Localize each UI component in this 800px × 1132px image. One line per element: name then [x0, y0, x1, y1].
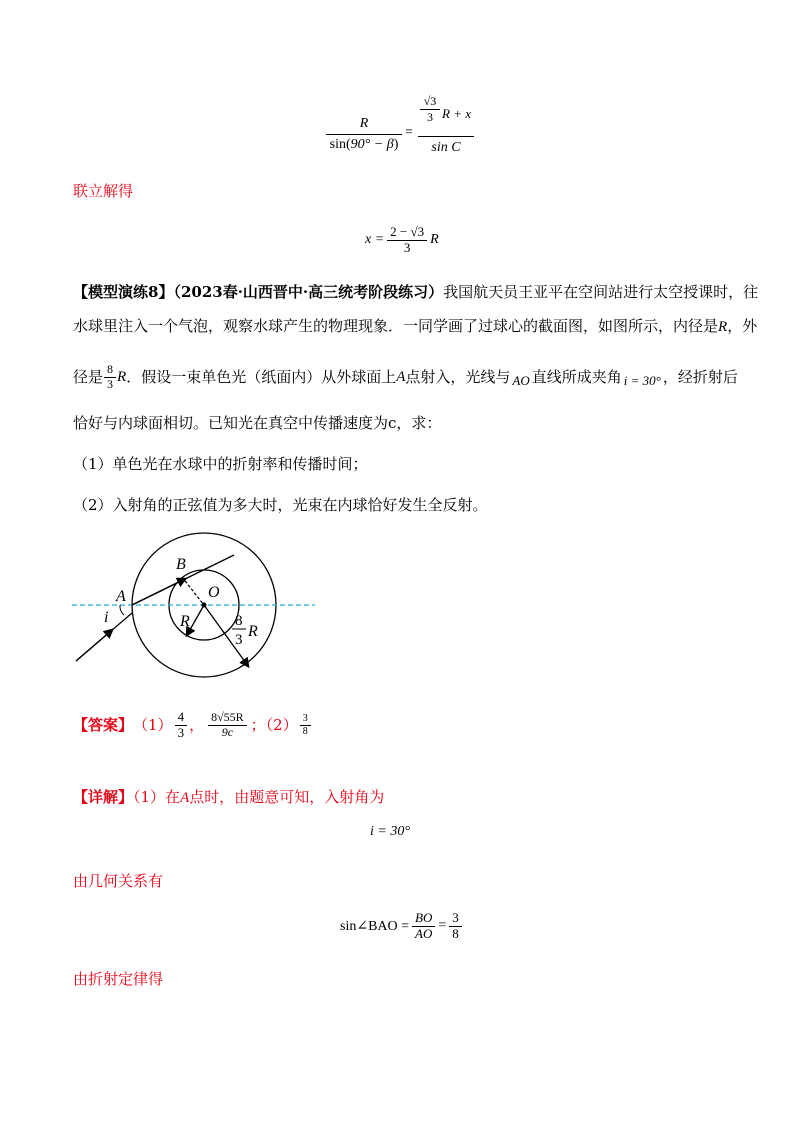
eq1-r-plus-x: R + x [442, 106, 471, 121]
eq1-rhs-fraction [418, 94, 474, 156]
eq1-equals: = [405, 125, 413, 140]
geometry-label: 由几何关系有 [73, 872, 164, 890]
problem-line-3: 径是 $\frac{8}{3}$ R ．假设一束单色光（纸面内）从外球面上 A 点射入，光线与 AO 直线所成夹角 i = 30° ，经折射后 [73, 361, 738, 391]
equation-sin-bao: sin∠BAO = $\frac{BO}{AO}$ = $\frac{3}{8}$ [340, 905, 462, 947]
label-i: i [104, 609, 109, 626]
equation-snell-geometry [326, 92, 476, 162]
eq1-three: 3 [427, 110, 433, 124]
label-3: 3 [235, 632, 243, 648]
label-outer-r: R [248, 623, 258, 640]
question-2: （2）入射角的正弦值为多大时，光束在内球恰好发生全反射。 [73, 496, 488, 514]
label-b: B [176, 556, 186, 573]
problem-line-2: 水球里注入一个气泡，观察水球产生的物理现象．一同学画了过球心的截面图，如图所示，内径是R，外 [73, 317, 758, 335]
equation-incident-angle: i = 30° [370, 824, 410, 839]
bo-dashed-radius [182, 577, 204, 605]
label-a: A [116, 588, 126, 605]
problem-line-1: 【模型演练8】（2023春·山西晋中·高三统考阶段练习）我国航天员王亚平在空间站进行太空授课时，往 [73, 283, 759, 301]
label-inner-r: R [180, 613, 190, 630]
label-o: O [208, 584, 220, 601]
eq1-rhs-num [418, 94, 474, 137]
water-sphere-diagram [70, 525, 330, 685]
eq1-sqrt3: √3 [420, 94, 440, 110]
eq1-lhs-fraction [326, 116, 402, 153]
answer-line: 【答案】 （1） $\frac{4}{3}$ ， $\frac{8√55R}{9c}$ ；（2） $\frac{3}{8}$ [73, 703, 313, 747]
eq1-lhs-num: R [326, 116, 402, 135]
detail-line-1: 【详解】（1）在A点时，由题意可知，入射角为 [73, 788, 385, 806]
eq1-lhs-den: sin(90° − β) [329, 137, 399, 152]
problem-line-4: 恰好与内球面相切。已知光在真空中传播速度为c，求： [73, 414, 442, 432]
equation-x-result: x = $\frac{2 - √3}{3}$ R [365, 223, 439, 255]
refraction-law-label: 由折射定律得 [73, 970, 164, 988]
question-1: （1）单色光在水球中的折射率和传播时间； [73, 455, 368, 473]
refracted-ray-arrow [132, 579, 185, 605]
incident-ray-arrow [76, 630, 112, 661]
solve-label: 联立解得 [73, 182, 134, 200]
angle-i-arc [120, 605, 124, 615]
label-8: 8 [235, 613, 243, 629]
eq1-rhs-den: sin C [431, 140, 461, 155]
